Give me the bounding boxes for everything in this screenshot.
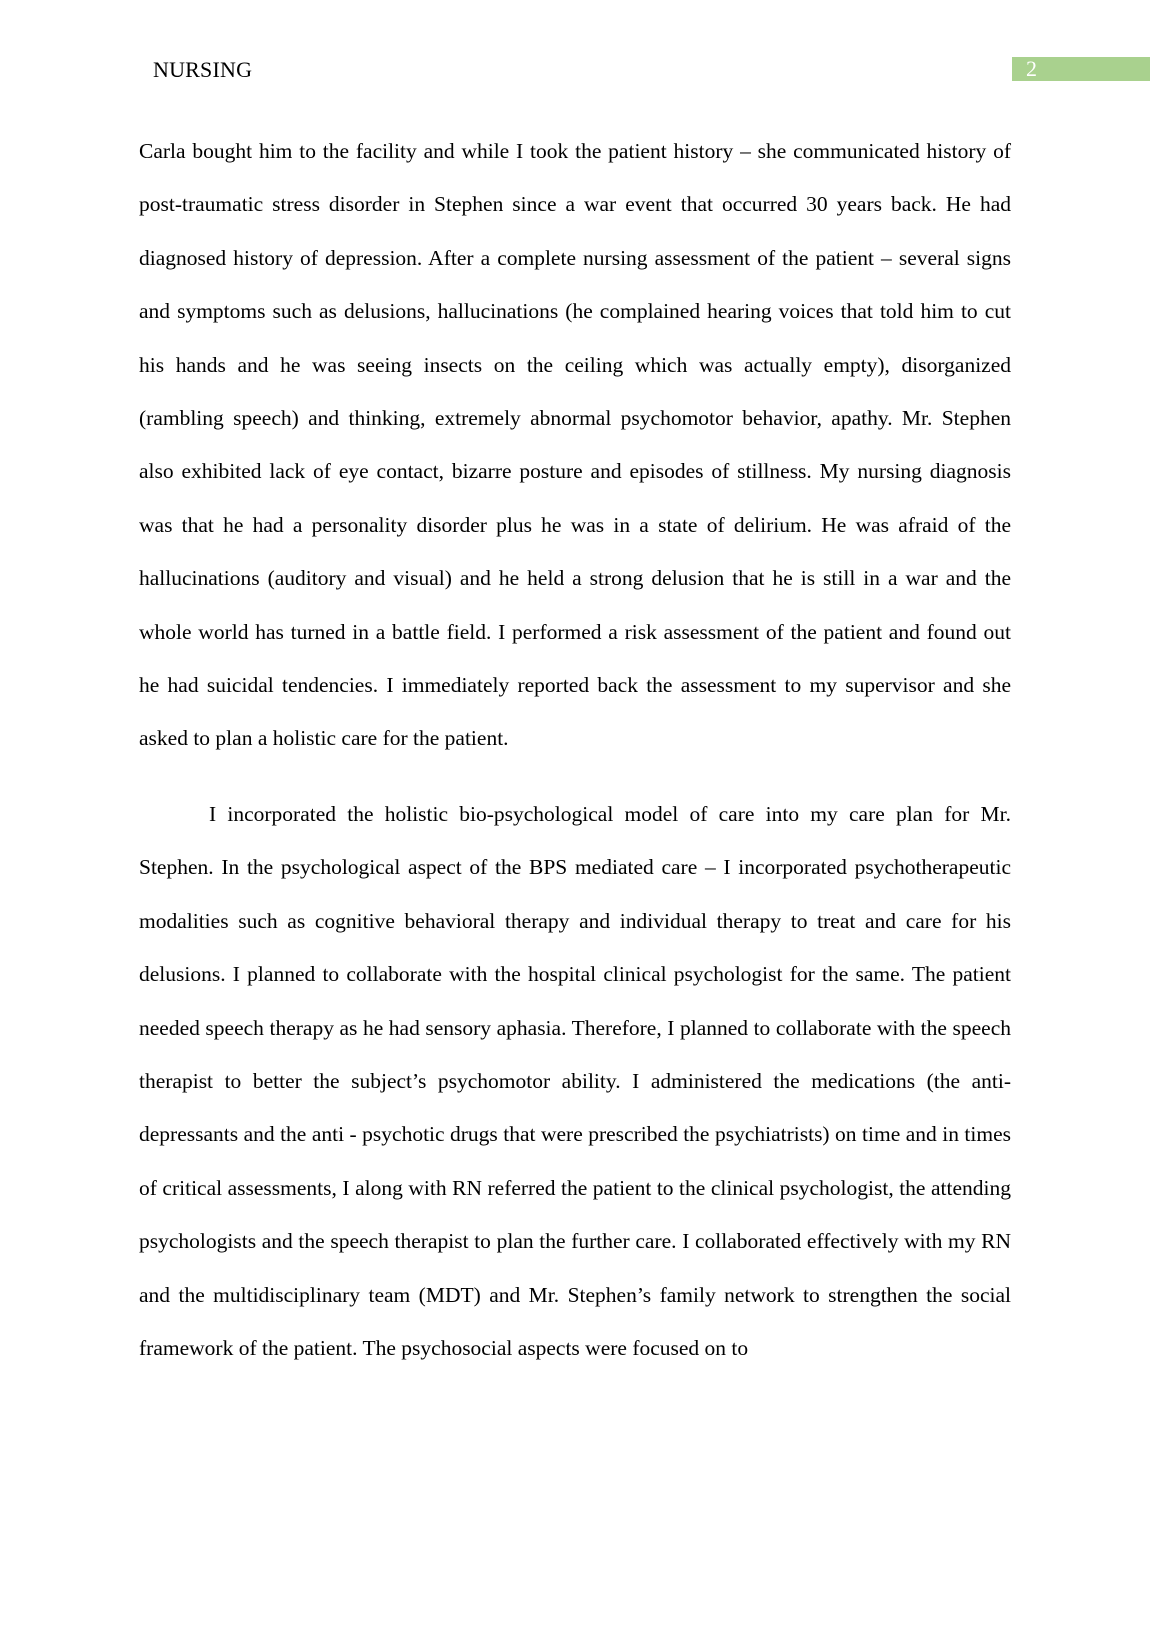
document-body xyxy=(139,125,1011,1375)
body-paragraph-1: Carla bought him to the facility and while I took the patient history – she communicated history of post-traumatic stress disorder in Stephen since a war event that occurred 30 years back. He had diagnosed history of depression. After a complete nursing assessment of the patient – several signs and symptoms such as delusions, hallucinations (he complained hearing voices that told him to cut his hands and he was seeing insects on the ceiling which was actually empty), disorganized (rambling speech) and thinking, extremely abnormal psychomotor behavior, apathy. Mr. Stephen also exhibited lack of eye contact, bizarre posture and episodes of stillness. My nursing diagnosis was that he had a personality disorder plus he was in a state of delirium. He was afraid of the hallucinations (auditory and visual) and he held a strong delusion that he is still in a war and the whole world has turned in a battle field. I performed a risk assessment of the patient and found out he had suicidal tendencies. I immediately reported back the assessment to my supervisor and she asked to plan a holistic care for the patient. xyxy=(139,139,1011,751)
page-number-badge xyxy=(1012,57,1150,81)
page-number: 2 xyxy=(1026,56,1037,81)
running-header-title: NURSING xyxy=(153,57,253,82)
body-paragraph-2: I incorporated the holistic bio-psychological model of care into my care plan for Mr. Stephen. In the psychological aspect of the BPS mediated care – I incorporated psychotherapeutic modalities such as cognitive behavioral therapy and individual therapy to treat and care for his delusions. I planned to collaborate with the hospital clinical psychologist for the same. The patient needed speech therapy as he had sensory aphasia. Therefore, I planned to collaborate with the speech therapist to better the subject’s psychomotor ability. I administered the medications (the anti-depressants and the anti - psychotic drugs that were prescribed the psychiatrists) on time and in times of critical assessments, I along with RN referred the patient to the clinical psychologist, the attending psychologists and the speech therapist to plan the further care. I collaborated effectively with my RN and the multidisciplinary team (MDT) and Mr. Stephen’s family network to strengthen the social framework of the patient. The psychosocial aspects were focused on to xyxy=(139,801,1011,1360)
